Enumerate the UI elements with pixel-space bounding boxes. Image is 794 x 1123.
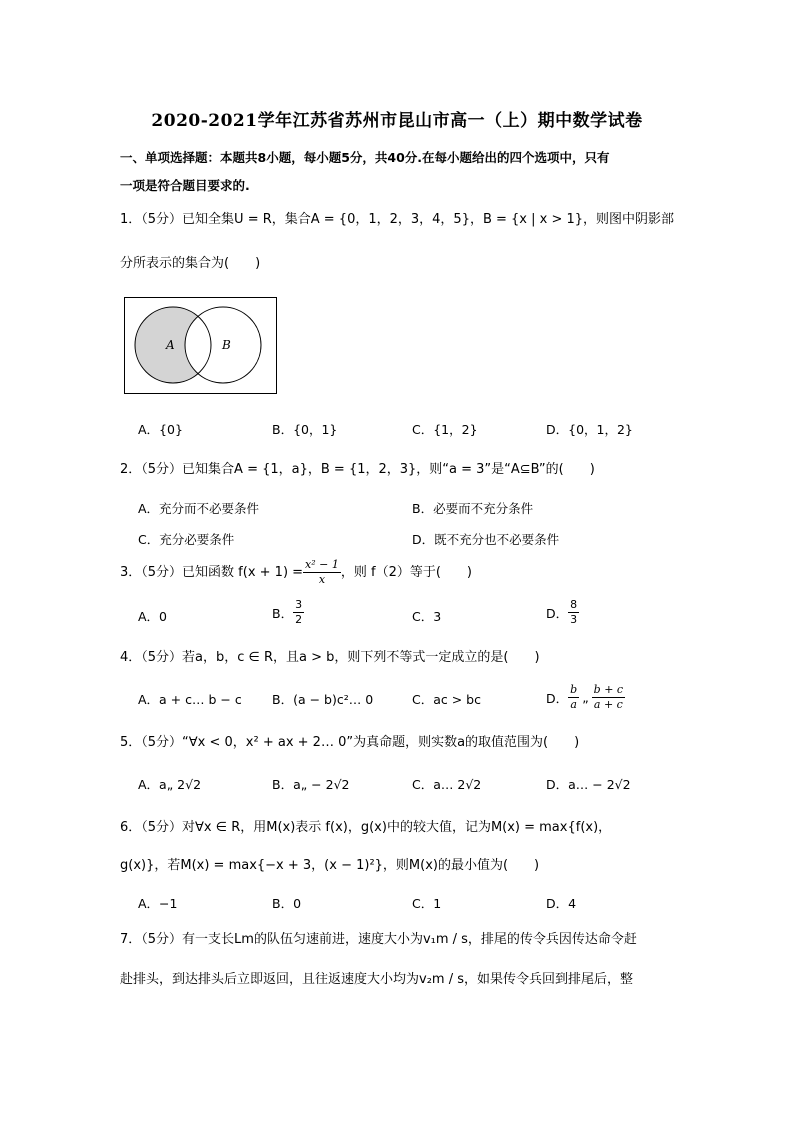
label-a: A xyxy=(166,338,175,352)
q4-option-d-relation: „ xyxy=(582,690,589,705)
q3-option-d-label: D． xyxy=(546,605,569,621)
q6-option-d: D．4 xyxy=(546,896,577,911)
q3-stem-post: ，则 f（2）等于( ) xyxy=(340,564,472,580)
q3-option-d-fraction xyxy=(568,598,579,627)
q2-option-a: A．充分而不必要条件 xyxy=(138,501,260,516)
question-2-stem: 2．（5分）已知集合A = {1，a}，B = {1，2，3}，则“a = 3”是“A⊆B”的( ) xyxy=(120,462,595,477)
q2-option-b: B．必要而不充分条件 xyxy=(412,501,534,516)
q4-option-c: C．ac > bc xyxy=(412,692,481,707)
q6-option-a: A．−1 xyxy=(138,896,178,911)
q1-option-c: C．{1，2} xyxy=(412,422,478,437)
venn-diagram xyxy=(124,297,278,395)
q6-option-b: B．0 xyxy=(272,896,302,911)
q3-frac-num: x² − 1 xyxy=(305,558,339,571)
page-title: 2020-2021学年江苏省苏州市昆山市高一（上）期中数学试卷 xyxy=(151,111,643,131)
question-6-line1: 6．（5分）对∀x ∈ R，用M(x)表示 f(x)，g(x)中的较大值，记为M(x) = max{f(x)， xyxy=(120,820,612,835)
q4-option-d-f1-den: a xyxy=(570,698,577,711)
q1-option-d: D．{0，1，2} xyxy=(546,422,633,437)
q3-option-d-den: 3 xyxy=(570,613,578,626)
q5-option-a: A．a„ 2√2 xyxy=(138,777,202,792)
question-1-line2: 分所表示的集合为( ) xyxy=(120,256,261,271)
question-3-stem xyxy=(120,558,472,587)
q2-option-c: C．充分必要条件 xyxy=(138,532,235,547)
question-5-stem: 5．（5分）“∀x < 0，x² + ax + 2… 0”为真命题，则实数a的取值范围为( ) xyxy=(120,735,580,750)
q4-option-d-f1-num: b xyxy=(570,683,578,696)
q4-option-d-f2-den: a + c xyxy=(593,698,623,711)
question-1-line1: 1．（5分）已知全集U = R，集合A = {0，1，2，3，4，5}，B = {x | x > 1}，则图中阴影部 xyxy=(120,212,675,227)
q4-option-b: B．(a − b)c²… 0 xyxy=(272,692,374,707)
q3-option-c: C．3 xyxy=(412,609,442,624)
question-6-line2: g(x)}，若M(x) = max{−x + 3，(x − 1)²}，则M(x)的最小值为( ) xyxy=(120,858,540,873)
q3-option-b xyxy=(272,598,304,627)
q5-option-b: B．a„ − 2√2 xyxy=(272,777,350,792)
question-7-line1: 7．（5分）有一支长Lm的队伍匀速前进，速度大小为v₁m / s，排尾的传令兵因传达命令赶 xyxy=(120,932,637,947)
q1-option-b: B．{0，1} xyxy=(272,422,338,437)
q2-option-d: D．既不充分也不必要条件 xyxy=(412,532,560,547)
question-7-line2: 赴排头，到达排头后立即返回，且往返速度大小均为v₂m / s，如果传令兵回到排尾后，整 xyxy=(120,972,633,987)
q3-fraction xyxy=(303,558,341,587)
q3-option-b-num: 3 xyxy=(295,598,303,611)
q4-option-d-fraction-2 xyxy=(592,683,625,712)
q6-option-c: C．1 xyxy=(412,896,442,911)
section-heading-line1: 一、单项选择题：本题共8小题，每小题5分，共40分.在每小题给出的四个选项中，只有 xyxy=(120,150,610,165)
q3-frac-den: x xyxy=(318,573,326,586)
q4-option-a: A．a + c… b − c xyxy=(138,692,242,707)
q4-option-d xyxy=(546,683,625,712)
q3-option-b-fraction xyxy=(293,598,304,627)
q4-option-d-label: D． xyxy=(546,690,569,706)
section-heading-line2: 一项是符合题目要求的. xyxy=(120,178,250,193)
q3-option-a: A．0 xyxy=(138,609,168,624)
q5-option-c: C．a… 2√2 xyxy=(412,777,482,792)
q3-option-d-num: 8 xyxy=(570,598,578,611)
q1-option-a: A．{0} xyxy=(138,422,183,437)
q3-option-b-label: B． xyxy=(272,605,294,621)
question-4-stem: 4．（5分）若a，b，c ∈ R，且a > b，则下列不等式一定成立的是( ) xyxy=(120,650,540,665)
q4-option-d-fraction-1 xyxy=(568,683,579,712)
label-b: B xyxy=(222,338,231,352)
q3-stem-pre: 3．（5分）已知函数 f(x + 1) = xyxy=(120,564,304,580)
q5-option-d: D．a… − 2√2 xyxy=(546,777,631,792)
q3-option-d xyxy=(546,598,579,627)
q4-option-d-f2-num: b + c xyxy=(593,683,624,696)
q3-option-b-den: 2 xyxy=(295,613,303,626)
